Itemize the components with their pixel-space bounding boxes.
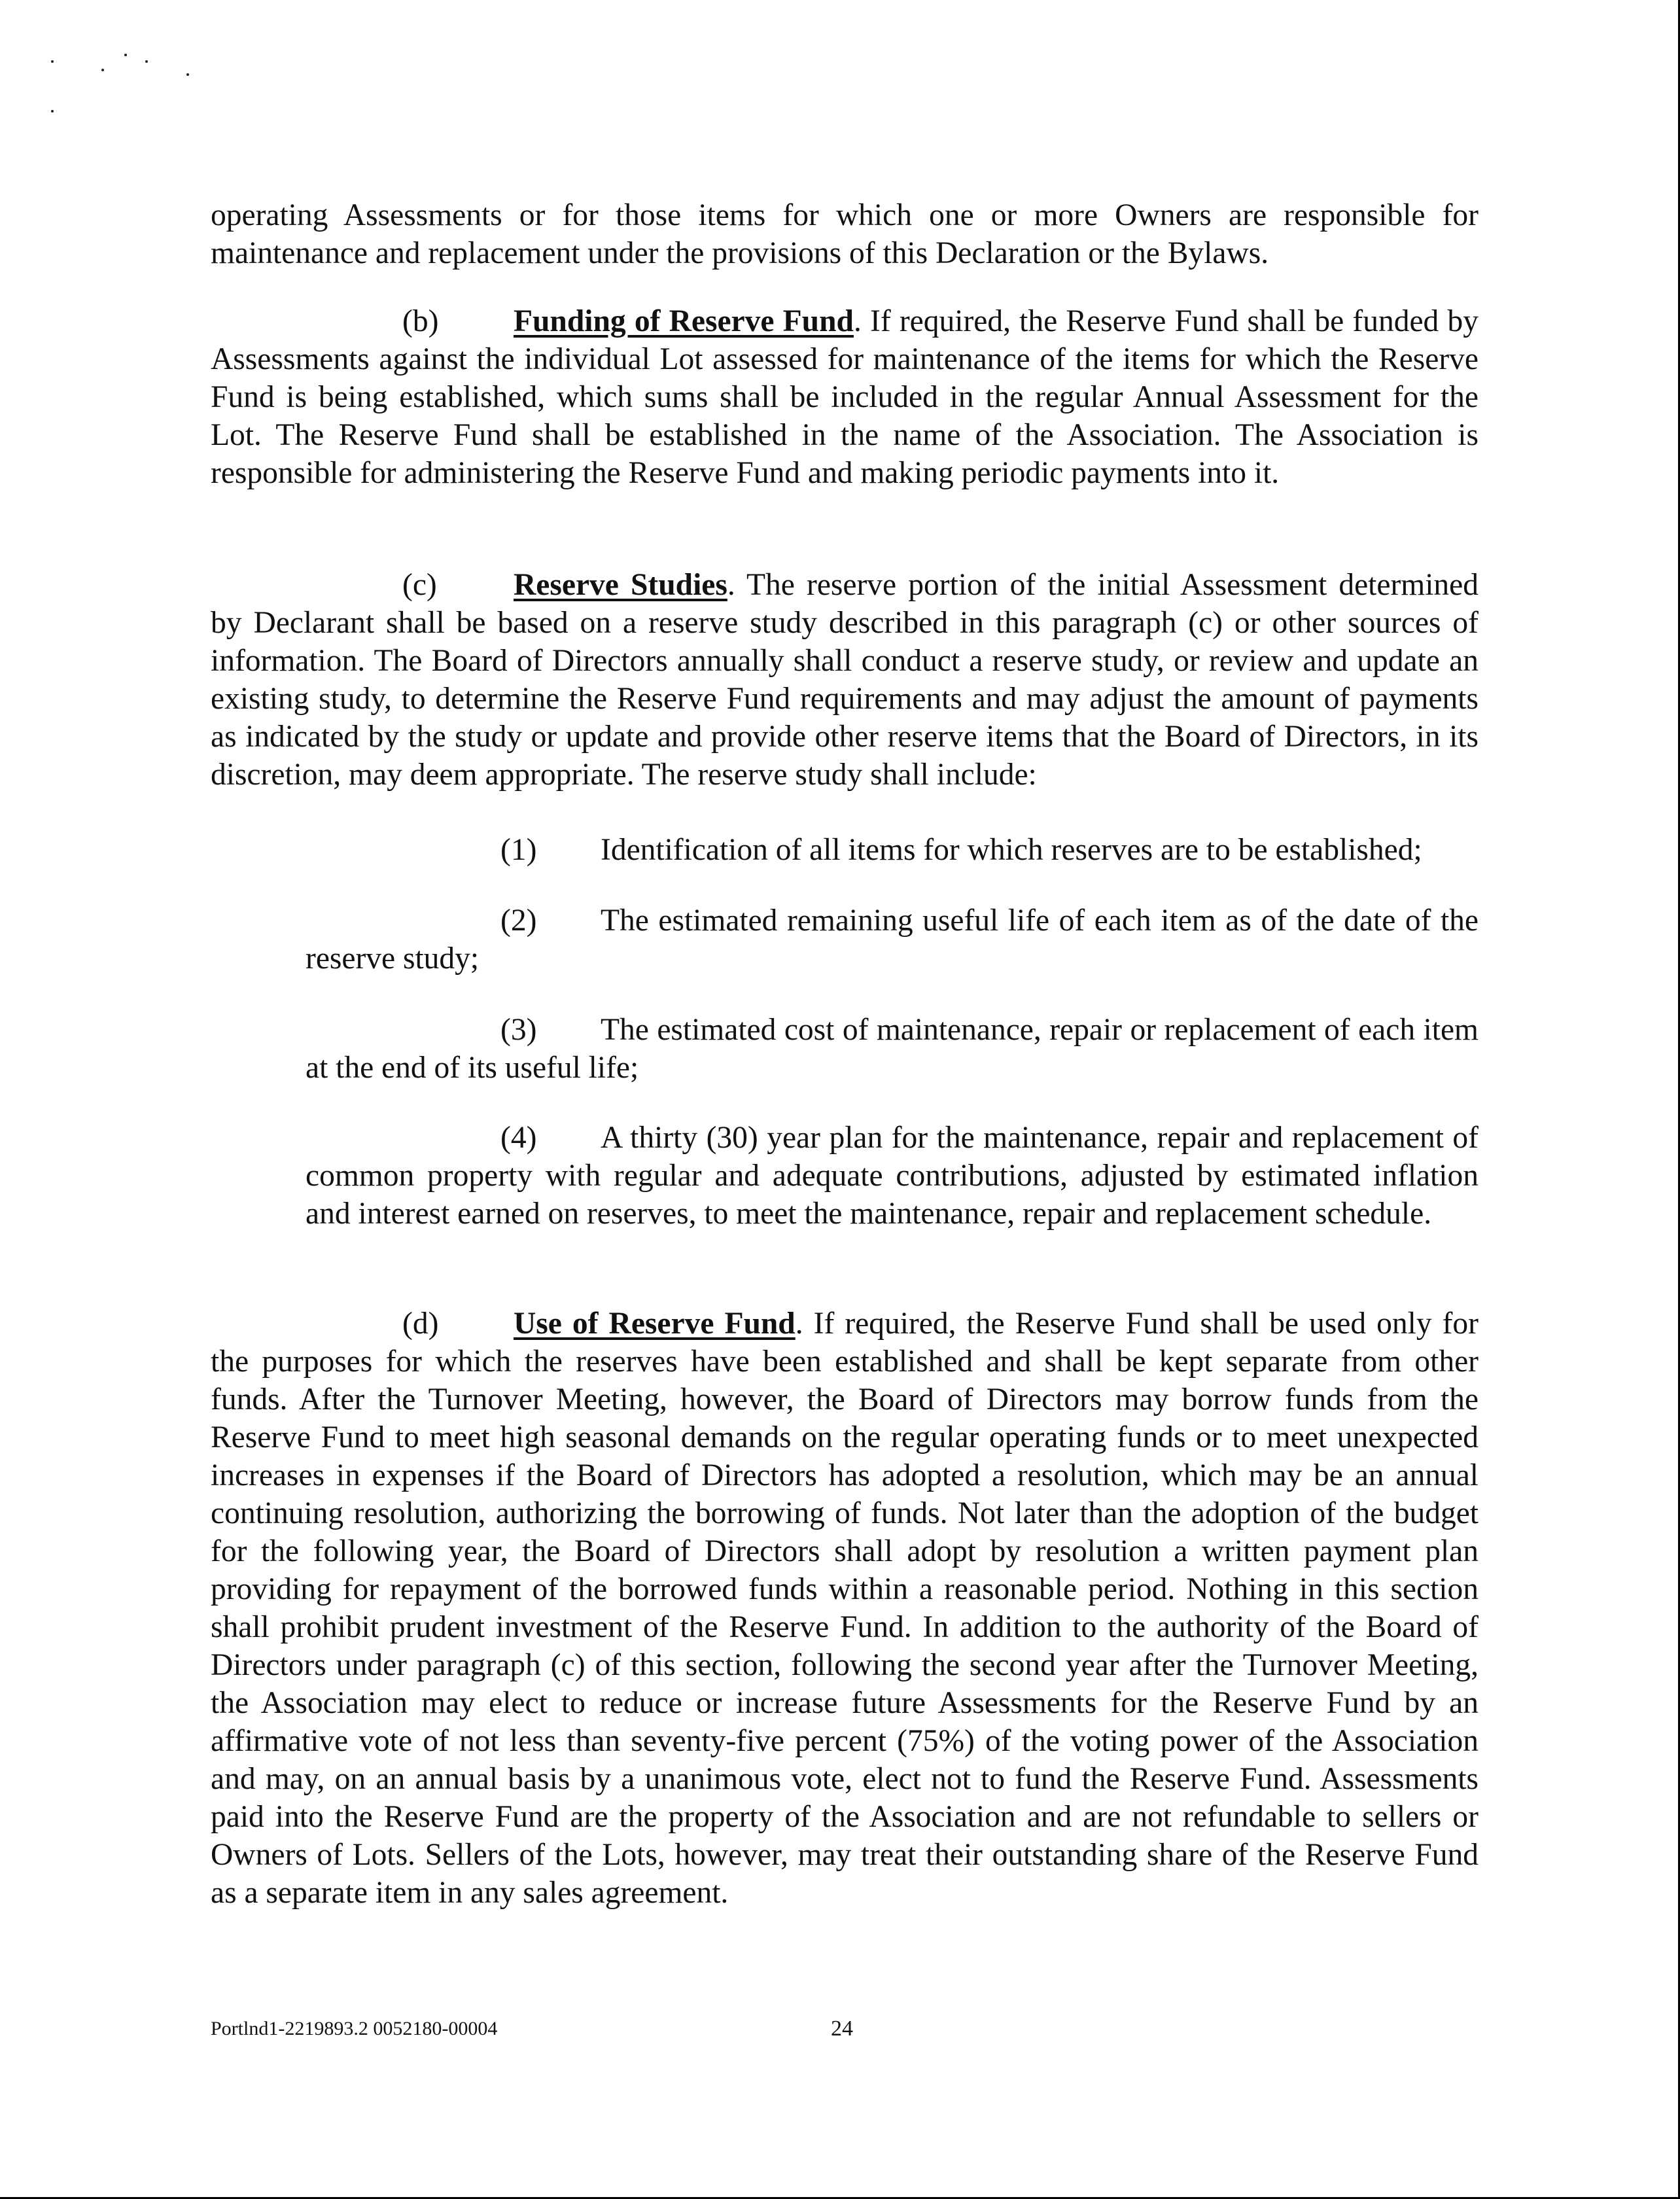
scan-speck — [51, 110, 54, 113]
section-d-heading: Use of Reserve Fund — [514, 1307, 796, 1341]
list-item-3-number: (3) — [500, 1013, 537, 1047]
scan-speck — [51, 60, 54, 63]
list-item-1-text: Identification of all items for which reserves are to be established; — [601, 833, 1422, 867]
footer-doc-id: Portlnd1-2219893.2 0052180-00004 — [211, 2018, 498, 2039]
section-c-text: . The reserve portion of the initial Assessment determined by Declarant shall be based on a reserve study described in this paragraph (c) or other sources of information. The Board of Directors annually shall conduct a reserve study, or review and update an existing study, to determine the Reserve Fund requirements and may adjust the amount of payments as indicated by the study or update and provide other reserve items that the Board of Directors, in its discretion, may deem appropriate. The reserve study shall include: — [211, 568, 1479, 792]
section-b-number: (b) — [402, 304, 439, 338]
list-item-2-number: (2) — [500, 904, 537, 938]
section-d-paragraph — [211, 1305, 1479, 1912]
scan-speck — [101, 69, 104, 71]
section-d-number: (d) — [402, 1307, 439, 1341]
list-item-1 — [306, 831, 1479, 869]
list-item-3 — [306, 1011, 1479, 1087]
intro-text: operating Assessments or for those items for which one or more Owners are responsible for maintenance and replacement under the provisions of this Declaration or the Bylaws. — [211, 198, 1479, 270]
list-item-4-text: A thirty (30) year plan for the maintenance, repair and replacement of common property with regular and adequate contributions, adjusted by estimated inflation and interest earned on reserves, to meet the maintenance, repair and replacement schedule. — [306, 1121, 1479, 1231]
list-item-4 — [306, 1119, 1479, 1233]
scan-speck — [145, 60, 148, 63]
list-item-1-number: (1) — [500, 833, 537, 867]
section-b-text: . If required, the Reserve Fund shall be funded by Assessments against the individual Lot assessed for maintenance of the items for which the Reserve Fund is being established, which sums shall be included in the regular Annual Assessment for the Lot. The Reserve Fund shall be established in the name of the Association. The Association is responsible for administering the Reserve Fund and making periodic payments into it. — [211, 304, 1479, 490]
list-item-4-number: (4) — [500, 1121, 537, 1155]
section-d-text: . If required, the Reserve Fund shall be used only for the purposes for which the reserves have been established and shall be kept separate from other funds. After the Turnover Meeting, however, the Board of Directors may borrow funds from the Reserve Fund to meet high seasonal demands on the regular operating funds or to meet unexpected increases in expenses if the Board of Directors has adopted a resolution, which may be an annual continuing resolution, authorizing the borrowing of funds. Not later than the adoption of the budget for the following year, the Board of Directors shall adopt by resolution a written payment plan providing for repayment of the borrowed funds within a reasonable period. Nothing in this section shall prohibit prudent investment of the Reserve Fund. In addition to the authority of the Board of Directors under paragraph (c) of this section, following the second year after the Turnover Meeting, the Association may elect to reduce or increase future Assessments for the Reserve Fund by an affirmative vote of not less than seventy-five percent (75%) of the voting power of the Association and may, on an annual basis by a unanimous vote, elect not to fund the Reserve Fund. Assessments paid into the Reserve Fund are the property of the Association and are not refundable to sellers or Owners of Lots. Sellers of the Lots, however, may treat their outstanding share of the Reserve Fund as a separate item in any sales agreement. — [211, 1307, 1479, 1910]
list-item-3-text: The estimated cost of maintenance, repair or replacement of each item at the end of its useful life; — [306, 1013, 1479, 1085]
intro-paragraph — [211, 196, 1479, 272]
section-b-paragraph — [211, 302, 1479, 492]
section-c-number: (c) — [402, 568, 437, 602]
section-b-heading: Funding of Reserve Fund — [514, 304, 854, 338]
list-item-2 — [306, 902, 1479, 977]
scan-speck — [124, 54, 127, 56]
list-item-2-text: The estimated remaining useful life of each item as of the date of the reserve study; — [306, 904, 1479, 976]
footer-page-number: 24 — [831, 2016, 853, 2041]
section-c-paragraph — [211, 566, 1479, 794]
scan-speck — [186, 73, 189, 76]
section-c-heading: Reserve Studies — [514, 568, 727, 602]
